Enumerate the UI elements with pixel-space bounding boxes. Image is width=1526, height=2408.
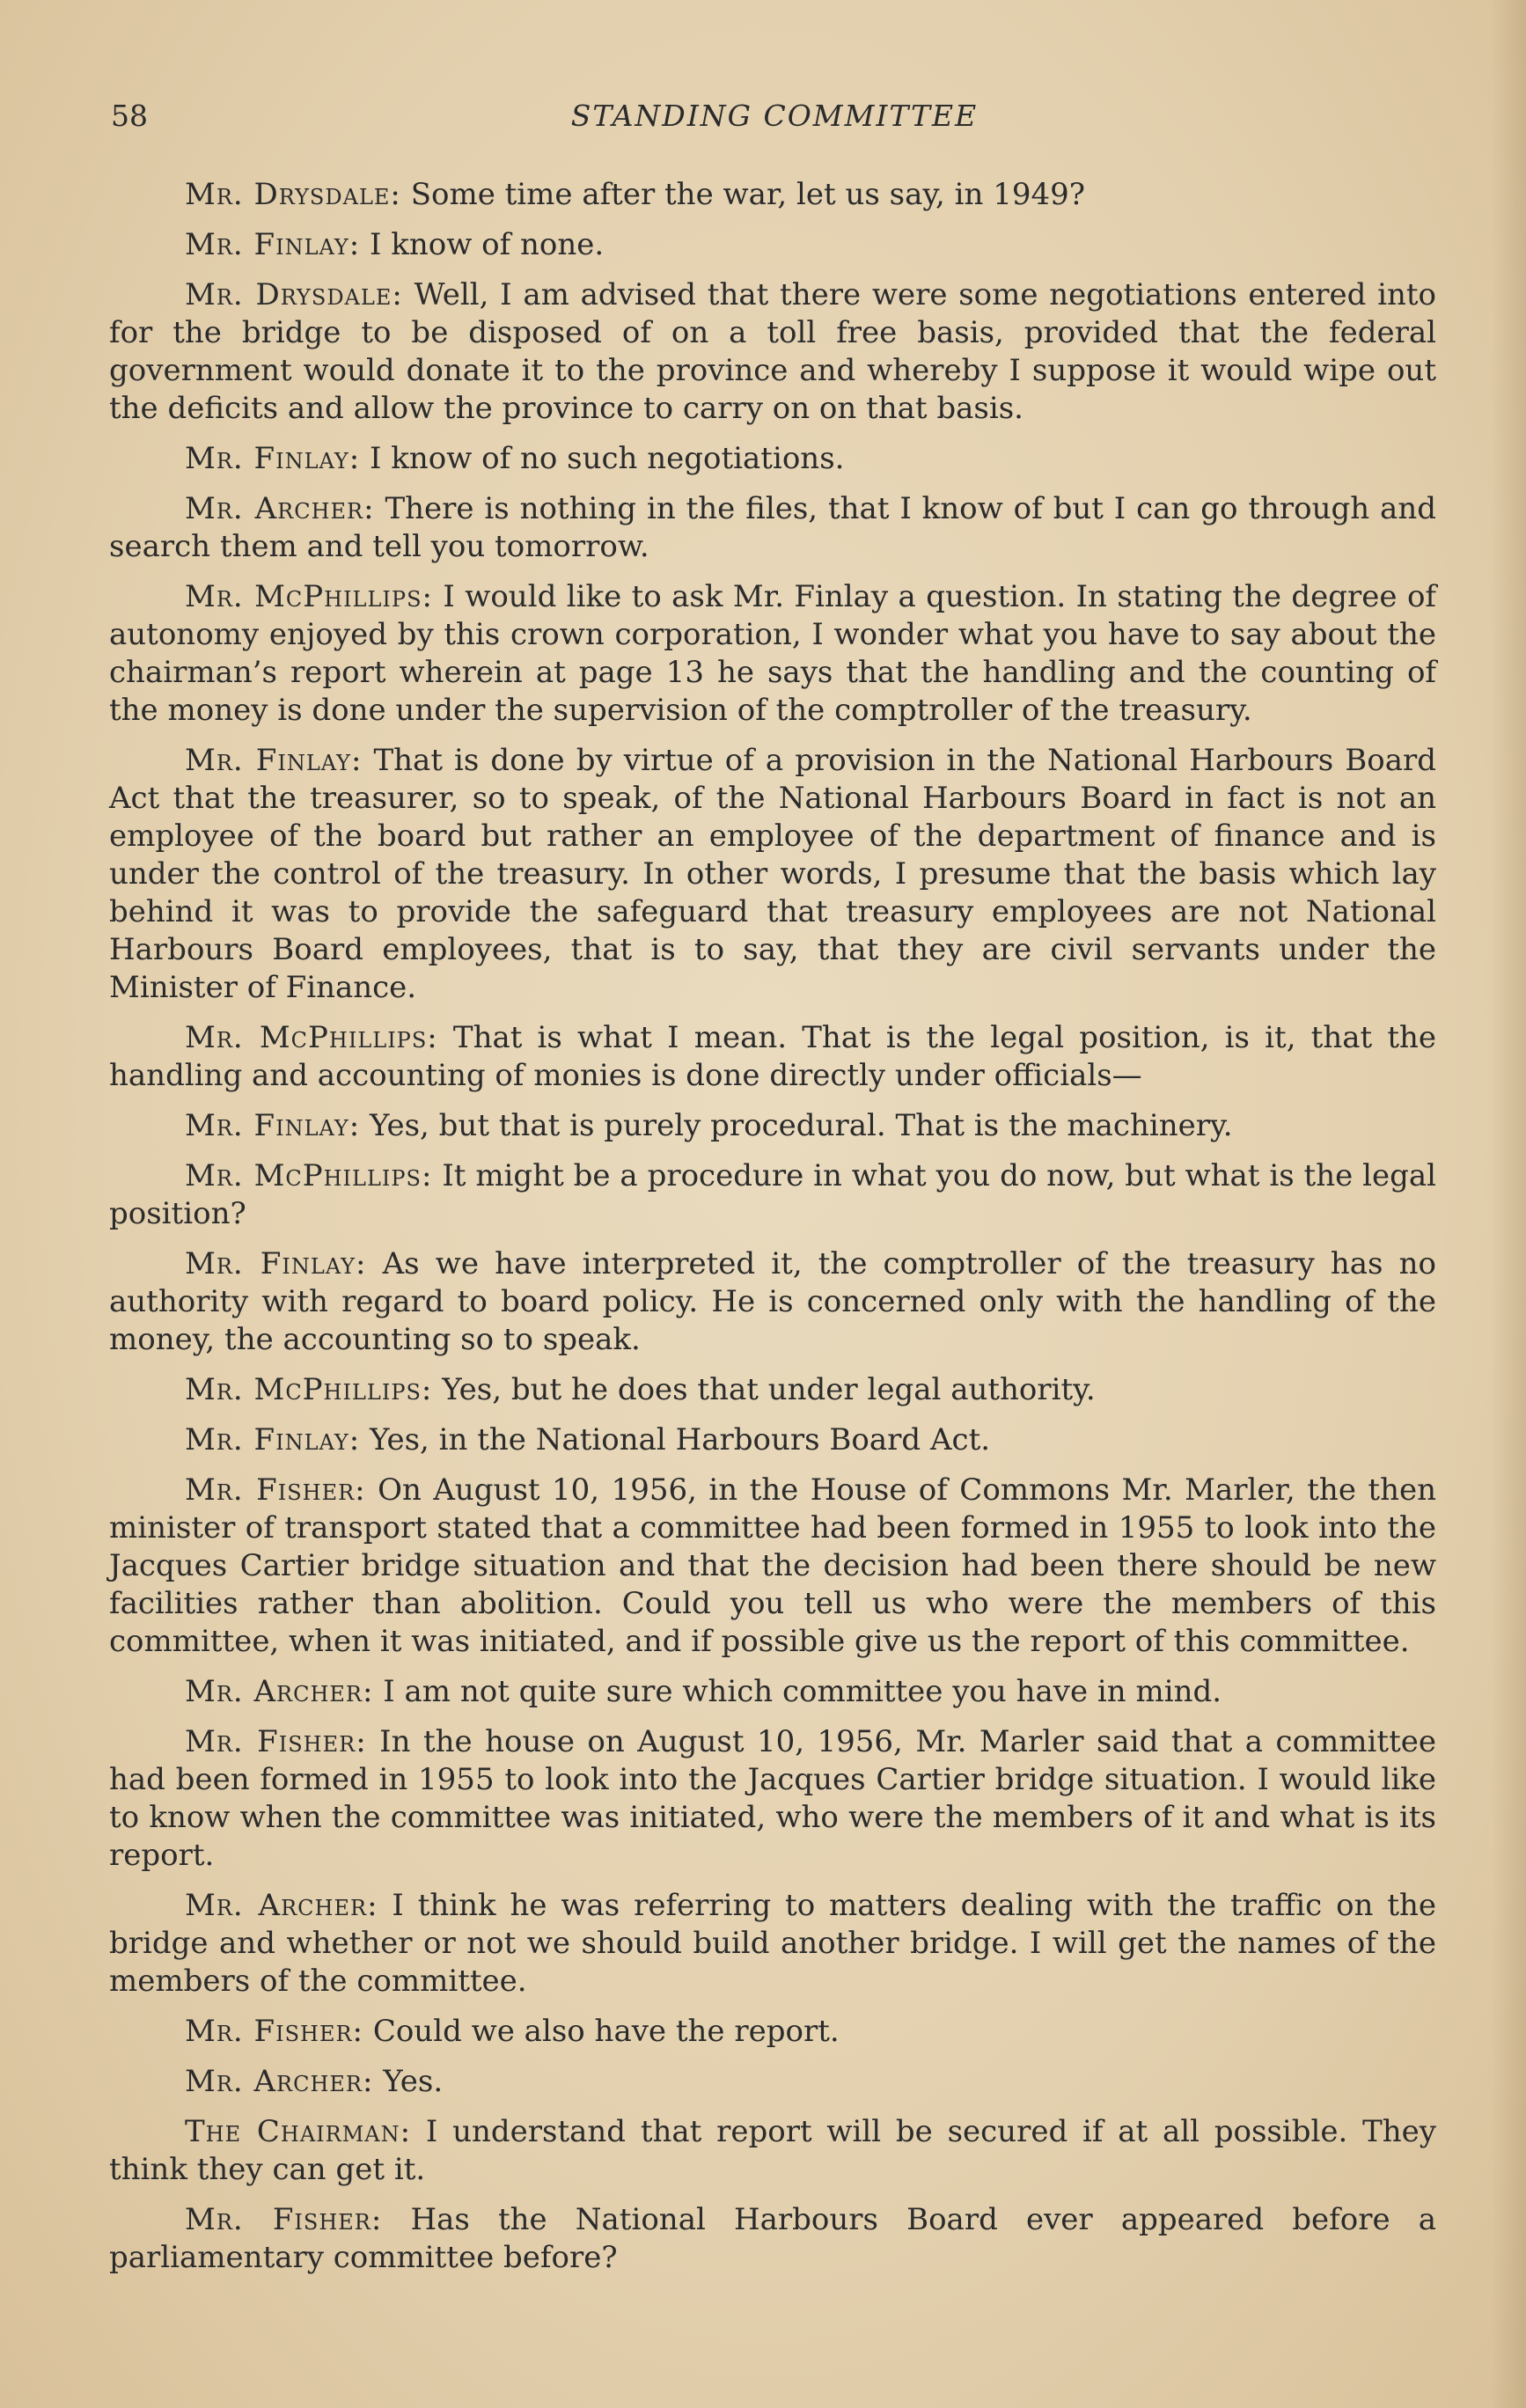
speech-text: I know of no such negotiations. [369, 441, 845, 476]
speech-text: It might be a procedure in what you do now, but what is the legal position? [109, 1158, 1437, 1231]
speech-text: I would like to ask Mr. Finlay a question. In stating the degree of autonomy enjoyed by this crown corporation, I wonder what you have to say about the chairman’s report wherein at page 13 he says that the handling and the counting of the money is done under the supervision of the comptroller of the treasury. [109, 579, 1436, 728]
transcript-paragraph [109, 1019, 1436, 1095]
transcript-paragraph [109, 440, 1436, 478]
transcript-paragraph [109, 578, 1436, 730]
speaker-name: Mr. McPhillips: [185, 579, 433, 614]
transcript-paragraph [109, 1371, 1436, 1409]
transcript-paragraph [109, 1107, 1436, 1145]
speaker-name: Mr. Finlay: [185, 1422, 361, 1457]
speech-text: I know of none. [369, 227, 605, 262]
speech-text: On August 10, 1956, in the House of Commons Mr. Marler, the then minister of transport stated that a committee had been formed in 1955 to look into the Jacques Cartier bridge situation and that the decision had been there should be new facilities rather than abolition. Could you tell us who were the members of this committee, when it was initiated, and if possible give us the report of this committee. [109, 1472, 1436, 1659]
speaker-name: Mr. Finlay: [185, 227, 361, 262]
speech-text: I understand that report will be secured if at all possible. They think they can get it. [109, 2114, 1436, 2187]
transcript-paragraph [109, 490, 1436, 566]
speaker-name: The Chairman: [185, 2114, 412, 2149]
transcript-paragraph [109, 226, 1436, 264]
speaker-name: Mr. Archer: [185, 2064, 374, 2099]
speech-text: I am not quite sure which committee you have in mind. [383, 1674, 1222, 1709]
speaker-name: Mr. Fisher: [185, 1472, 366, 1508]
speech-text: That is what I mean. That is the legal position, is it, that the handling and accounting of monies is done directly under officials— [109, 1020, 1437, 1093]
transcript-paragraph [109, 1673, 1436, 1711]
speech-text: Yes, but he does that under legal authority. [442, 1372, 1096, 1407]
transcript-paragraph [109, 1157, 1436, 1233]
transcript-paragraph [109, 742, 1436, 1007]
speaker-name: Mr. McPhillips: [185, 1158, 433, 1193]
page-edge-shading [1491, 0, 1526, 2408]
transcript-paragraph [109, 2201, 1436, 2277]
speaker-name: Mr. McPhillips: [185, 1372, 433, 1407]
speaker-name: Mr. Archer: [185, 1674, 374, 1709]
speaker-name: Mr. Drysdale: [185, 277, 403, 312]
speaker-name: Mr. Finlay: [185, 1246, 367, 1281]
speech-text: There is nothing in the files, that I know of but I can go through and search them and tell you tomorrow. [109, 491, 1436, 564]
transcript-paragraph [109, 1421, 1436, 1459]
speaker-name: Mr. Finlay: [185, 743, 363, 778]
transcript-paragraph [109, 1887, 1436, 2001]
transcript-paragraph [109, 2013, 1436, 2051]
speaker-name: Mr. Drysdale: [185, 177, 401, 212]
speech-text: Could we also have the report. [372, 2014, 840, 2049]
speech-text: Has the National Harbours Board ever appeared before a parliamentary committee before? [109, 2202, 1436, 2275]
speaker-name: Mr. Fisher: [185, 2202, 383, 2237]
speech-text: Some time after the war, let us say, in 1949? [410, 177, 1085, 212]
speaker-name: Mr. McPhillips: [185, 1020, 438, 1055]
speech-text: Yes. [383, 2064, 444, 2099]
speaker-name: Mr. Fisher: [185, 2014, 363, 2049]
transcript-paragraph [109, 176, 1436, 214]
speaker-name: Mr. Finlay: [185, 1108, 361, 1143]
page-header [111, 99, 1438, 143]
speaker-name: Mr. Fisher: [185, 1724, 367, 1759]
speaker-name: Mr. Archer: [185, 1888, 378, 1923]
speech-text: As we have interpreted it, the comptroller of the treasury has no authority with regard to board policy. He is concerned only with the handling of the money, the accounting so to speak. [109, 1246, 1436, 1357]
running-title: STANDING COMMITTEE [570, 99, 979, 133]
transcript-paragraph [109, 276, 1436, 428]
transcript-paragraph [109, 2113, 1436, 2189]
speech-text: Well, I am advised that there were some negotiations entered into for the bridge to be disposed of on a toll free basis, provided that the federal government would donate it to the province and whereby I suppose it would wipe out the deficits and allow the province to carry on on that basis. [109, 277, 1436, 426]
page-number: 58 [111, 99, 148, 133]
speech-text: Yes, but that is purely procedural. That is the machinery. [369, 1108, 1233, 1143]
speaker-name: Mr. Finlay: [185, 441, 361, 476]
transcript-paragraph [109, 1472, 1436, 1661]
speech-text: That is done by virtue of a provision in the National Harbours Board Act that the treasurer, so to speak, of the National Harbours Board in fact is not an employee of the board but rather an employee of the department of finance and is under the control of the treasury. In other words, I presume that the basis which lay behind it was to provide the safeguard that treasury employees are not National Harbours Board employees, that is to say, that they are civil servants under the Minister of Finance. [109, 743, 1437, 1005]
transcript-paragraph [109, 2063, 1436, 2101]
speaker-name: Mr. Archer: [185, 491, 375, 526]
transcript-paragraph [109, 1723, 1436, 1875]
transcript-body [109, 176, 1436, 2289]
speech-text: I think he was referring to matters dealing with the traffic on the bridge and whether or not we should build another bridge. I will get the names of the members of the committee. [109, 1888, 1437, 1999]
speech-text: Yes, in the National Harbours Board Act. [369, 1422, 991, 1457]
speech-text: In the house on August 10, 1956, Mr. Marler said that a committee had been formed in 1955 to look into the Jacques Cartier bridge situation. I would like to know when the committee was initiated, who were the members of it and what is its report. [109, 1724, 1436, 1873]
transcript-paragraph [109, 1245, 1436, 1359]
